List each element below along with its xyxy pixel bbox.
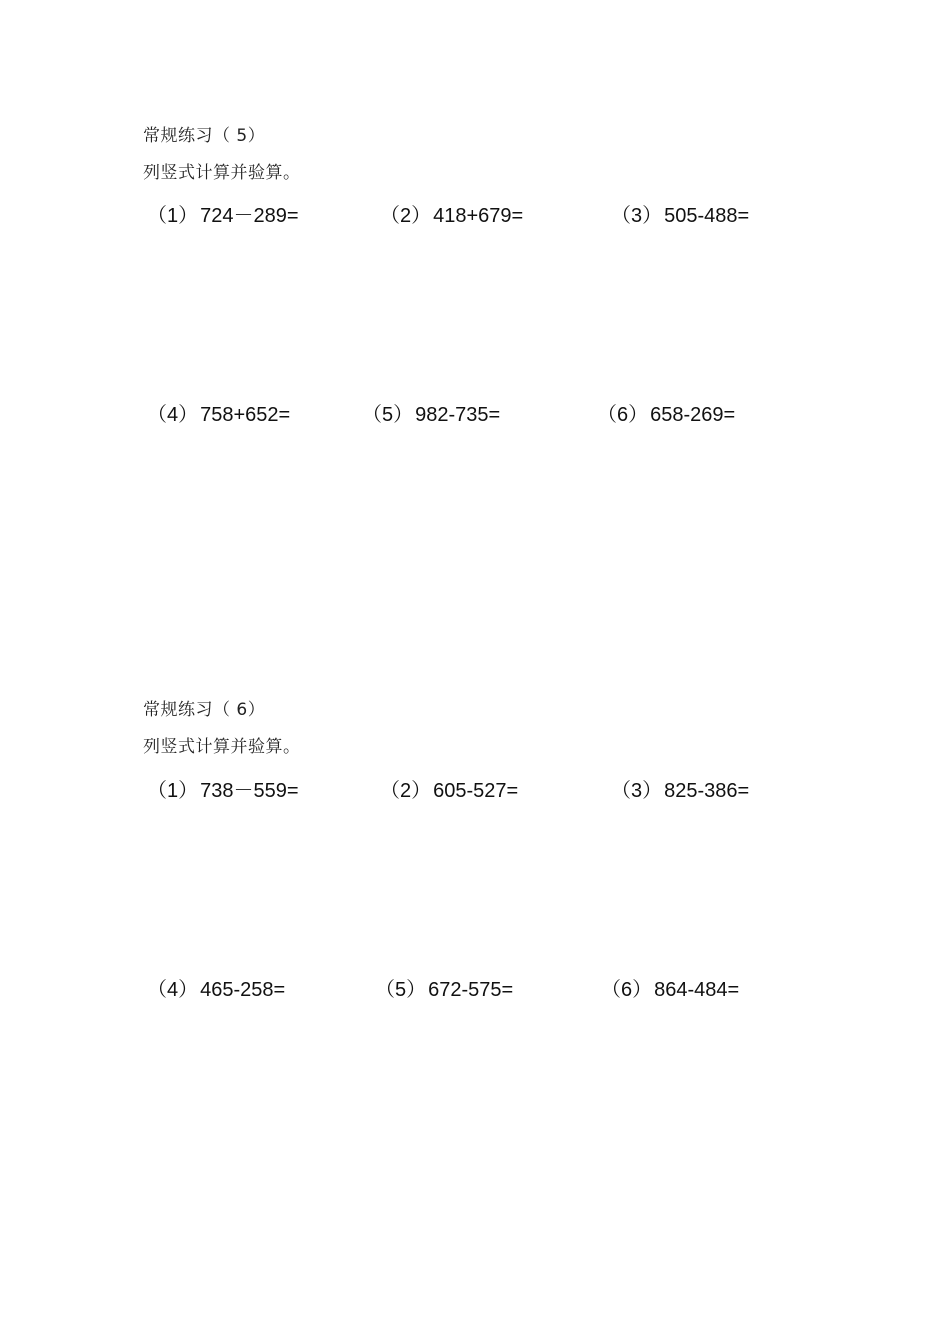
problem-expression: 982-735= (415, 404, 501, 426)
problem-expression: 738－559= (200, 780, 299, 802)
problem-number: （3） (611, 205, 663, 227)
problem-item (362, 403, 500, 427)
problem-item (611, 779, 749, 803)
problem-number: （1） (147, 205, 199, 227)
problem-item (597, 403, 735, 427)
problem-number: （2） (380, 780, 432, 802)
problem-item (147, 978, 285, 1002)
problem-expression: 465-258= (200, 979, 286, 1001)
problem-item (147, 204, 299, 228)
problem-item (147, 779, 299, 803)
problem-expression: 605-527= (433, 780, 519, 802)
instruction-text: 列竖式计算并验算。 (143, 737, 301, 757)
problem-item (380, 779, 518, 803)
problem-expression: 758+652= (200, 404, 291, 426)
problem-number: （6） (601, 979, 653, 1001)
instruction-text: 列竖式计算并验算。 (143, 163, 301, 183)
problem-number: （1） (147, 780, 199, 802)
problem-expression: 505-488= (664, 205, 750, 227)
problem-item (611, 204, 749, 228)
problem-number: （4） (147, 404, 199, 426)
problem-item (601, 978, 739, 1002)
problem-number: （5） (362, 404, 414, 426)
problem-expression: 864-484= (654, 979, 740, 1001)
problem-expression: 658-269= (650, 404, 736, 426)
problem-number: （4） (147, 979, 199, 1001)
problem-number: （6） (597, 404, 649, 426)
problem-expression: 672-575= (428, 979, 514, 1001)
problem-item (147, 403, 290, 427)
section-title: 常规练习（ 6） (143, 700, 266, 720)
problem-number: （2） (380, 205, 432, 227)
problem-number: （5） (375, 979, 427, 1001)
problem-item (375, 978, 513, 1002)
problem-item (380, 204, 523, 228)
problem-expression: 825-386= (664, 780, 750, 802)
section-title: 常规练习（ 5） (143, 126, 266, 146)
problem-expression: 724－289= (200, 205, 299, 227)
problem-expression: 418+679= (433, 205, 524, 227)
problem-number: （3） (611, 780, 663, 802)
